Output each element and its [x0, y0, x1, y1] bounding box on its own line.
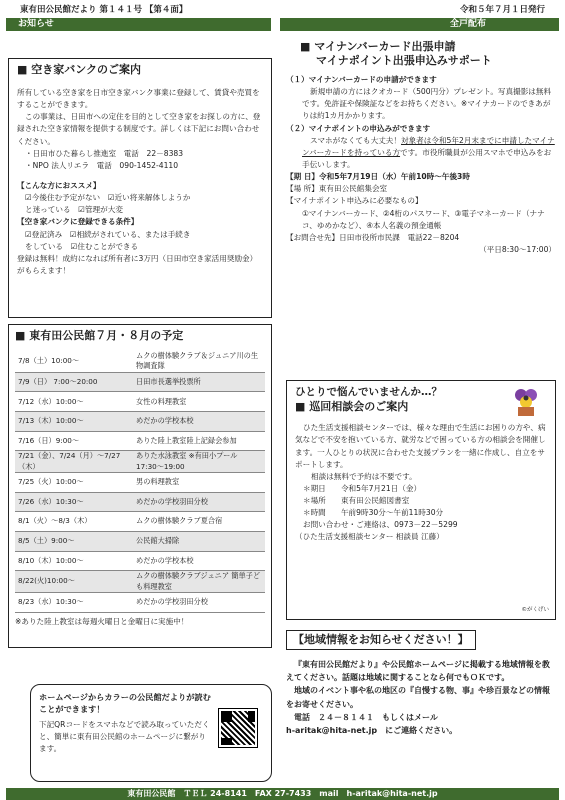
akiya-conditions-line2: をしている ☑住むことができる	[25, 241, 139, 251]
schedule-date: 7/16（日）9:00～	[15, 431, 133, 451]
schedule-row	[15, 531, 265, 551]
homepage-body: 下記QRコードをスマホなどで読み取っていただくと、簡単に東有田公民館のホームページに繋がります。	[39, 719, 210, 753]
homepage-title: ホームページからカラーの公民館だよりが読むことができます！	[39, 692, 211, 715]
akiya-contact1: ・日田市ひた暮らし推進室 電話 22－8383	[25, 148, 184, 158]
homepage-box	[30, 684, 272, 782]
mynumber-place: 【場 所】東有田公民館集会室	[286, 184, 388, 194]
schedule-row	[15, 372, 265, 392]
consultation-place: ＊場所 東有田公民館図書室	[303, 496, 410, 506]
local-info-title: 【地域情報をお知らせください！】	[286, 630, 476, 650]
local-info-section	[286, 630, 556, 780]
akiya-conditions-line1: ☑登記済み ☑相続がされている、または手続き	[25, 229, 191, 239]
section-band-notice: お知らせ	[6, 18, 271, 31]
akiya-title: ■ 空き家バンクのご案内	[17, 63, 142, 76]
schedule-event: ありた陸上教室陸上記録会参加	[133, 431, 265, 451]
akiya-conditions-heading: 【空き家バンクに登録できる条件】	[17, 217, 139, 227]
schedule-row	[15, 551, 265, 571]
schedule-box	[8, 324, 272, 648]
mynumber-date: 【期 日】令和5年7月19日（水）午前10時～午後3時	[286, 172, 470, 182]
schedule-event: 男の料理教室	[133, 473, 265, 493]
schedule-date: 8/5（土）9:00～	[15, 531, 133, 551]
issue-title: 東有田公民館だより 第１４１号 【第４面】	[20, 5, 188, 15]
consultation-question: ひとりで悩んでいませんか…？	[295, 386, 442, 398]
mynumber-sec2-heading: （２）マイナポイントの申込みができます	[286, 123, 431, 133]
consultation-body: ひた生活支援相談センターでは、様々な理由で生活にお困りの方や、病気などで不安を抱いている方、就労などで困っている方の相談会を開催します。一人ひとりの状況に合わせた支援プランを一緒に作成し、自立をサポートします。	[295, 423, 546, 469]
consultation-box	[286, 380, 556, 620]
consultation-contact1: お問い合わせ・ご連絡は、0973－22－5299	[303, 520, 458, 530]
qr-code[interactable]	[219, 709, 257, 747]
mynumber-need-body: ①マイナンバーカード、②4桁のパスワード、③電子マネーカード（ナナコ、ゆめかなど）、④本人名義の預金通帳	[302, 208, 545, 230]
mynumber-sec2-lead: スマホがなくても大丈夫！	[310, 135, 401, 145]
local-info-tel: 電話 ２４－８１４１ もしくはメール	[294, 712, 438, 722]
schedule-row	[15, 451, 265, 473]
mynumber-need-heading: 【マイナポイント申込みに必要なもの】	[286, 196, 423, 206]
mynumber-title2: マイナポイント出張申込みサポート	[316, 54, 492, 67]
mynumber-sec2-target: 対象者は令和5年2月末までに申請したマイナンバーカードを持っている方	[302, 135, 555, 157]
schedule-event: ムクの樹体験クラブジュニア 簡単子ども料理教室	[133, 571, 265, 593]
schedule-event: ムクの樹体験クラブ夏合宿	[133, 512, 265, 532]
akiya-para1: 所有している空き家を日市空き家バンク事業に登録して、賃貸や売買をすることができます。	[17, 88, 260, 110]
schedule-row	[15, 412, 265, 432]
akiya-bank-box	[8, 58, 272, 318]
consultation-title: ■ 巡回相談会のご案内	[295, 400, 409, 414]
illustration-credit: ©がくげい	[521, 607, 549, 614]
akiya-recommend-line1: ☑今後住む予定がない ☑近い将来解体しようか	[25, 193, 191, 203]
mynumber-sec2-body	[286, 135, 556, 171]
schedule-event: 日田市長選挙投票所	[133, 372, 265, 392]
akiya-contact2: ・NPO 法人リエラ 電話 090-1452-4110	[25, 160, 179, 170]
schedule-event: ムクの樹体験クラブ＆ジュニア川の生物調査隊	[133, 351, 265, 372]
flower-illustration	[511, 385, 541, 417]
section-band-distribution: 全戸配布	[280, 18, 559, 31]
mynumber-section	[286, 40, 556, 370]
schedule-row	[15, 351, 265, 372]
schedule-date: 7/21（金）、7/24（月）～7/27（木）	[15, 451, 133, 473]
mynumber-sec1-heading: （１）マイナンバーカードの申請ができます	[286, 75, 437, 84]
schedule-row	[15, 512, 265, 532]
schedule-date: 8/10（木）10:00～	[15, 551, 133, 571]
akiya-recommend-line2: と迷っている ☑管理が大変	[25, 205, 123, 215]
local-info-para1: 『東有田公民館だより』や公民館ホームページに掲載する地域情報を教えてください。話題は地域に関することなら何でもＯＫです。	[286, 659, 550, 683]
schedule-event: ありた水泳教室 ※有田小プール 17:30～19:00	[133, 451, 265, 473]
schedule-date: 7/25（火）10:00～	[15, 473, 133, 493]
schedule-event: めだかの学校本校	[133, 551, 265, 571]
schedule-table	[15, 351, 265, 613]
schedule-event: 女性の料理教室	[133, 392, 265, 412]
akiya-recommend-heading: 【こんな方におススメ】	[17, 180, 101, 190]
consultation-contact2: （ひた生活支援相談センター 相談員 江藤）	[295, 532, 444, 542]
schedule-event: めだかの学校羽田分校	[133, 492, 265, 512]
akiya-note: 登録は無料！成約になれば所有者に3万円（日田市空き家活用奨励金）がもらえます！	[17, 253, 258, 275]
mynumber-hours: （平日8:30～17:00）	[479, 244, 556, 254]
schedule-row	[15, 592, 265, 612]
schedule-row	[15, 392, 265, 412]
consultation-time: ＊時間 午前9時30分～午前11時30分	[303, 508, 444, 518]
schedule-row	[15, 492, 265, 512]
schedule-event: 公民館大掃除	[133, 531, 265, 551]
local-info-mail[interactable]: h-aritak@hita-net.jp にご連絡ください。	[286, 725, 458, 735]
mynumber-title1: ■ マイナンバーカード出張申請	[300, 40, 456, 53]
mynumber-contact: 【お問合せ先】日田市役所市民課 電話22－8204	[286, 232, 460, 242]
schedule-event: めだかの学校本校	[133, 412, 265, 432]
schedule-date: 8/1（火）～8/3（木）	[15, 512, 133, 532]
schedule-date: 7/8（土）10:00～	[15, 351, 133, 372]
schedule-date: 7/13（木）10:00～	[15, 412, 133, 432]
schedule-title: ■ 東有田公民館７月・８月の予定	[15, 329, 184, 342]
schedule-note: ※ありた陸上教室は毎週火曜日と金曜日に実施中！	[15, 616, 189, 626]
schedule-date: 7/26（水）10:30～	[15, 492, 133, 512]
footer-contact: 東有田公民館 ＴＥＬ 24-8141 FAX 27-7433 mail h-aritak@hita-net.jp	[6, 788, 559, 800]
mynumber-sec2-tail: です。市役所職員が公用スマホで申込みをお手伝いします。	[302, 147, 552, 169]
mynumber-sec1-body: 新規申請の方にはクオカード（500円分）プレゼント。写真撮影は無料です。免許証や保険証などをお持ちください。※マイナカードのできあがりは約1カ月かかります。	[302, 87, 552, 121]
schedule-date: 7/12（水）10:00～	[15, 392, 133, 412]
schedule-date: 8/22(火)10:00～	[15, 571, 133, 593]
schedule-row	[15, 571, 265, 593]
schedule-date: 7/9（日） 7:00～20:00	[15, 372, 133, 392]
schedule-date: 8/23（水）10:30～	[15, 592, 133, 612]
issue-date: 令和５年７月１日発行	[459, 5, 545, 15]
consultation-date: ＊期日 令和5年7月21日（金）	[303, 483, 422, 493]
akiya-para2: この事業は、日田市への定住を目的として空き家をお探しの方に、登録された空き家情報を提供する制度です。詳しくは下記にお問い合わせください。	[17, 112, 261, 146]
newsletter-header	[6, 2, 559, 16]
consultation-free: 相談は無料で予約は不要です。	[311, 471, 417, 481]
schedule-event: めだかの学校羽田分校	[133, 592, 265, 612]
local-info-para2: 地域のイベント事や私の地区の『自慢する物、事』や珍百景などの情報をお寄せください。	[286, 686, 550, 709]
schedule-row	[15, 431, 265, 451]
schedule-row	[15, 473, 265, 493]
